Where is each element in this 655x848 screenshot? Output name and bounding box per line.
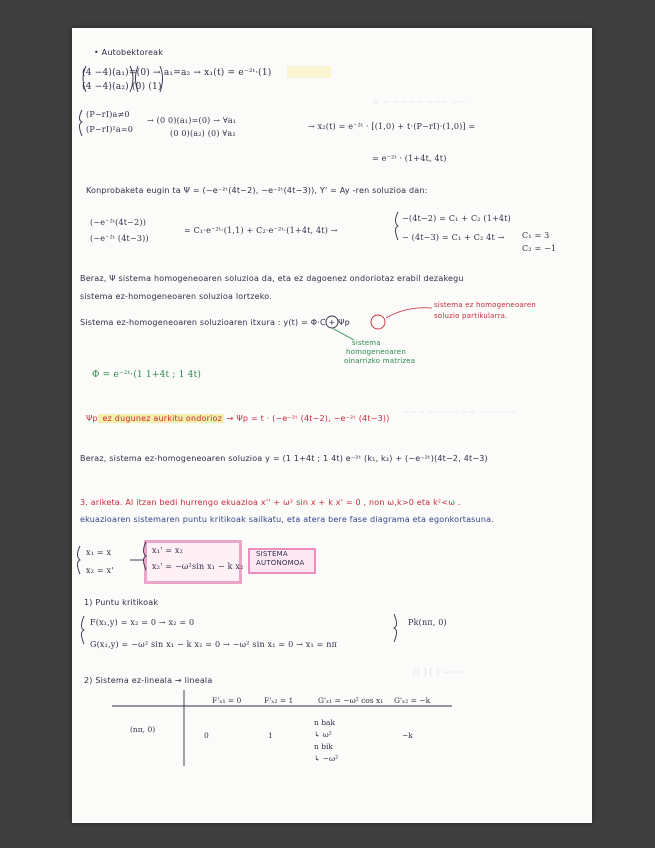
brace (78, 546, 81, 574)
notebook-page (72, 28, 592, 823)
conclusion-2: sistema ez-homogeneoaren soluzioa lortzeko. (80, 292, 272, 301)
critical-point: Pk(nπ, 0) (408, 618, 447, 627)
check-lhs-1: (−e⁻²ᵗ(4t−2)) (90, 218, 147, 227)
th-gx2: G'ₓ₂ = −k (394, 696, 431, 705)
brace (82, 616, 85, 644)
row-point: (nπ, 0) (130, 725, 156, 734)
row-gx1-odd: n bik (314, 742, 333, 751)
bracket (136, 66, 139, 92)
note-fundamental-2: homogeneoaren (346, 348, 406, 356)
heading: • Autobektoreak (94, 48, 164, 57)
bleed-through: ∫[ ]·[ ] ~~~ (412, 668, 465, 678)
note-particular-2: soluzio partikularra. (434, 312, 508, 320)
arrow-red (386, 308, 432, 318)
note-fundamental-1: sistema (352, 339, 381, 347)
x2-solution: → x₂(t) = e⁻²ᵗ · [(1,0) + t·(P−rI)·(1,0)] = (308, 122, 476, 131)
circle-psip (371, 315, 385, 329)
check-rhs: = C₁·e⁻²ᵗ·(1,1) + C₂·e⁻²ᵗ·(1+4t, 4t) → (184, 226, 338, 235)
circle-phi (326, 316, 338, 328)
cond-2: (P−rI)²a=0 (86, 125, 134, 134)
eigen-equation-row2: (4 −4)(a₂) (0) (1) (82, 82, 162, 92)
system-eq-1: −(4t−2) = C₁ + C₂ (1+4t) (402, 214, 511, 223)
subst-2: x₂ = x' (86, 566, 114, 575)
row-gx1-even: n bak (314, 718, 336, 727)
cond-1: (P−rI)a≠0 (86, 110, 130, 119)
check-lhs-2: (−e⁻²ᵗ (4t−3)) (90, 234, 149, 243)
system-eq-2: − (4t−3) = C₁ + C₂ 4t → (402, 233, 505, 242)
th-gx1: G'ₓ₁ = −ω² cos x₁ (318, 696, 384, 705)
row-fx1: 0 (204, 731, 209, 740)
cond-matrix-2: (0 0)(a₂) (0) ∀a₂ (170, 129, 236, 138)
bleed-through: ~~~ ~~~~ ~~ ~~~~~ (402, 408, 517, 418)
bracket (83, 66, 86, 92)
brace (394, 614, 397, 642)
exercise-3-task: ekuazioaren sistemaren puntu kritikoak sailkatu, eta atera bere fase diagrama eta egonkortasuna. (80, 515, 494, 524)
bleed-through: ≈ ~ ~~~~ ~~~ ~~ (372, 98, 467, 108)
section-linearization: 2) Sistema ez-lineala → lineala (84, 676, 213, 685)
section-critical-points: 1) Puntu kritikoak (84, 598, 159, 607)
row-gx1-odd-val: ↳ −ω² (314, 754, 339, 763)
row-gx1-even-val: ↳ ω² (314, 730, 332, 739)
c2-value: C₂ = −1 (522, 244, 557, 253)
subst-1: x₁ = x (86, 548, 112, 557)
cond-matrix-1: → (0 0)(a₁)=(0) → ∀a₁ (147, 116, 237, 125)
check-sentence: Konprobaketa eugin ta Ψ = (−e⁻²ᵗ(4t−2), −e⁻²ᵗ(4t−3)), Y' = Ay -ren soluzioa dan: (86, 186, 428, 195)
phi-matrix: Φ = e⁻²ᵗ·(1 1+4t ; 1 4t) (92, 370, 202, 380)
conclusion-1: Beraz, Ψ sistema homogeneoaren soluzioa da, eta ez dagoenez ondoriotaz erabil dezakegu (80, 274, 464, 283)
general-solution: Beraz, sistema ez-homogeneoaren soluzioa y = (1 1+4t ; 1 4t) e⁻²ᵗ (k₁, k₂) + (−e⁻²ᵗ)(4t−2, 4t−3) (80, 454, 488, 463)
critical-G: G(x₁,y) = −ω² sin x₁ − k x₂ = 0 → −ω² sin x₁ = 0 → x₁ = nπ (90, 640, 338, 649)
eigen-equation-row1: (4 −4)(a₁)=(0) → a₁=a₂ → x₁(t) = e⁻²ᵗ·(1) (82, 68, 272, 78)
x2-result: = e⁻²ᵗ · (1+4t, 4t) (372, 154, 447, 163)
row-gx2: −k (402, 731, 413, 740)
critical-F: F(x₁,y) = x₂ = 0 → x₂ = 0 (90, 618, 195, 627)
note-particular-1: sistema ez homogeneoaren (434, 301, 536, 309)
bracket (160, 66, 163, 92)
system-eq2: x₂' = −ω²sin x₁ − k x₂ (152, 562, 244, 571)
exercise-3-statement: 3. ariketa. Al itzan bedi hurrengo ekuazioa x'' + ω² sin x + k x' = 0 , non ω,k>0 eta k²<ω . (80, 498, 461, 507)
badge-line-2: AUTONOMOA (256, 559, 305, 567)
solution-form: Sistema ez-homogeneoaren soluzioaren itxura : y(t) = Φ·C + Ψp (80, 318, 350, 327)
badge-line-1: SISTEMA (256, 550, 288, 558)
th-fx1: F'ₓ₁ = 0 (212, 696, 242, 705)
row-fx2: 1 (268, 731, 273, 740)
bracket (130, 66, 133, 92)
brace (396, 212, 399, 240)
note-fundamental-3: oinarrizko matrizea (344, 357, 416, 365)
brace (144, 542, 147, 570)
system-eq1: x₁' = x₂ (152, 546, 184, 555)
c1-value: C₁ = 3 (522, 231, 550, 240)
brace (80, 110, 83, 136)
psi-p-label: Ψp ez dugunez aurkitu ondorioz → Ψp = t · (−e⁻²ᵗ (4t−2), −e⁻²ᵗ (4t−3)) (86, 414, 390, 423)
handwritten-strokes (72, 28, 592, 823)
arrow-green (332, 328, 354, 340)
th-fx2: F'ₓ₂ = 1 (264, 696, 294, 705)
